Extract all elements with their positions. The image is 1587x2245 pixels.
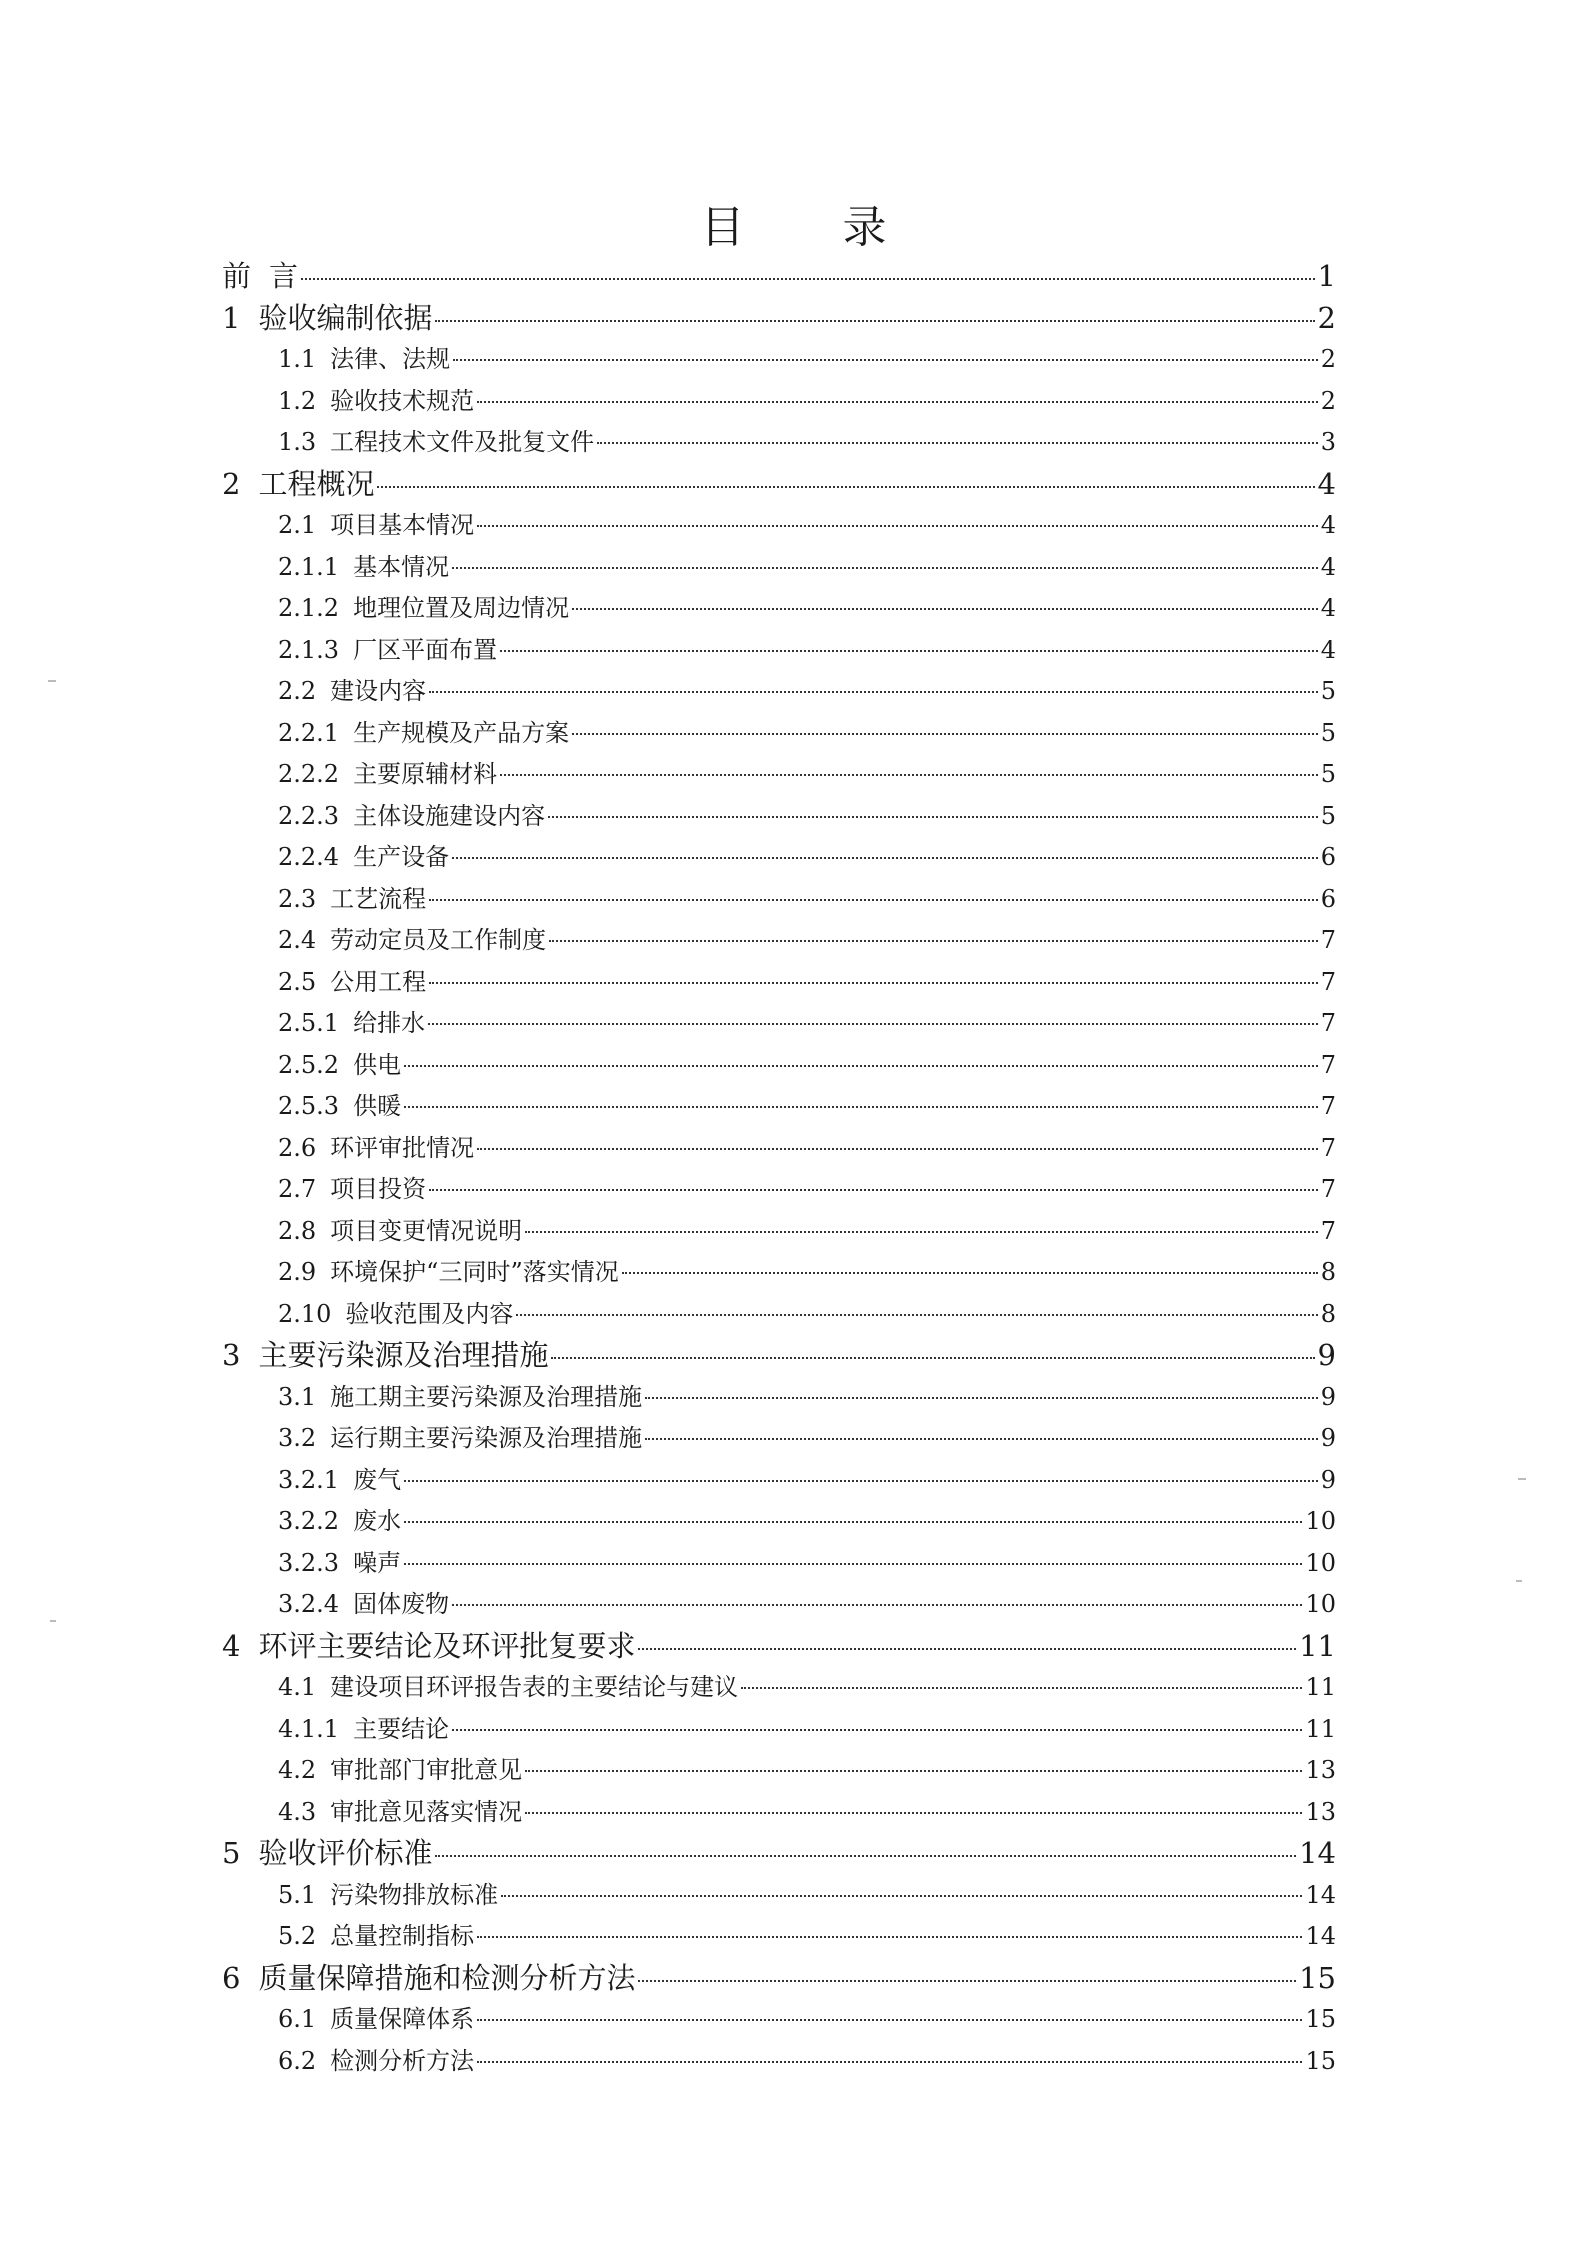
toc-entry[interactable] — [222, 1501, 1336, 1543]
toc-entry-title — [278, 1999, 474, 2041]
dot-leader — [549, 940, 1318, 942]
toc-entry[interactable] — [222, 1792, 1336, 1834]
toc-entry-label: 公用工程 — [330, 967, 427, 996]
toc-page-number: 7 — [1320, 926, 1336, 954]
toc-entry-title — [278, 505, 474, 547]
toc-entry[interactable] — [222, 1833, 1336, 1875]
toc-page-number: 10 — [1305, 1590, 1336, 1618]
toc-entry[interactable] — [222, 339, 1336, 381]
toc-entry[interactable] — [222, 1543, 1336, 1585]
toc-entry-title — [278, 1460, 401, 1502]
toc-entry-title — [278, 339, 450, 381]
table-of-contents — [222, 256, 1336, 2082]
toc-entry-label: 生产规模及产品方案 — [353, 718, 570, 747]
toc-entry-title — [278, 1252, 619, 1294]
dot-leader — [429, 691, 1318, 693]
toc-entry-title — [278, 962, 426, 1004]
toc-page-number: 14 — [1305, 1880, 1336, 1909]
toc-entry-label: 厂区平面布置 — [353, 635, 498, 664]
toc-page-number: 13 — [1305, 1756, 1336, 1784]
toc-page-number: 10 — [1305, 1507, 1336, 1535]
toc-entry[interactable] — [222, 256, 1336, 298]
toc-entry[interactable] — [222, 1169, 1336, 1211]
toc-entry[interactable] — [222, 962, 1336, 1004]
toc-entry-title — [278, 920, 546, 962]
toc-entry-number: 2.8 — [278, 1216, 317, 1245]
toc-page-number: 9 — [1317, 1338, 1336, 1372]
toc-entry[interactable] — [222, 505, 1336, 547]
toc-entry-label: 项目变更情况说明 — [330, 1216, 523, 1245]
toc-page-number: 8 — [1320, 1299, 1336, 1328]
toc-page-number: 7 — [1320, 1133, 1336, 1162]
toc-page-number: 11 — [1305, 1673, 1336, 1701]
scan-artifact — [48, 680, 56, 682]
toc-entry-number: 3.2.2 — [278, 1507, 340, 1535]
toc-entry[interactable] — [222, 547, 1336, 589]
toc-page-number: 15 — [1305, 2046, 1336, 2075]
scan-artifact — [1516, 1580, 1522, 1582]
toc-entry[interactable] — [222, 1750, 1336, 1792]
toc-entry-number: 2.1.2 — [278, 594, 340, 622]
dot-leader — [452, 857, 1318, 859]
dot-leader — [477, 525, 1318, 527]
dot-leader — [428, 1023, 1318, 1025]
toc-entry-number: 2.5.2 — [278, 1050, 340, 1079]
toc-entry-label: 供暖 — [353, 1092, 402, 1120]
dot-leader — [500, 774, 1318, 776]
toc-entry-title — [278, 630, 497, 672]
toc-entry-title — [278, 1169, 426, 1211]
dot-leader — [597, 442, 1318, 444]
toc-entry-label: 主要污染源及治理措施 — [258, 1338, 549, 1372]
toc-entry-label: 建设项目环评报告表的主要结论与建议 — [330, 1673, 739, 1701]
dot-leader — [477, 2061, 1302, 2063]
toc-page-number: 2 — [1317, 300, 1336, 335]
toc-entry-number: 2.10 — [278, 1299, 332, 1328]
dot-leader — [452, 567, 1318, 569]
dot-leader — [452, 1729, 1302, 1731]
toc-entry-number: 5.2 — [278, 1922, 317, 1950]
dot-leader — [525, 1812, 1302, 1814]
toc-entry-title — [278, 879, 426, 921]
toc-entry-label: 工艺流程 — [330, 884, 427, 913]
toc-entry-title — [278, 547, 449, 589]
toc-entry-title — [278, 2041, 474, 2083]
toc-entry-label: 审批意见落实情况 — [330, 1797, 523, 1826]
toc-page-number: 13 — [1305, 1797, 1336, 1826]
toc-entry-number: 6.2 — [278, 2046, 317, 2075]
toc-entry[interactable] — [222, 1086, 1336, 1128]
dot-leader — [477, 401, 1318, 403]
toc-entry-title — [278, 1418, 642, 1460]
toc-page-number: 15 — [1299, 1960, 1336, 1995]
dot-leader — [525, 1770, 1302, 1772]
toc-entry[interactable] — [222, 1667, 1336, 1709]
toc-entry[interactable] — [222, 1252, 1336, 1294]
toc-entry-label: 质量保障体系 — [330, 2005, 475, 2033]
toc-entry-number: 3.1 — [278, 1382, 317, 1411]
toc-entry[interactable] — [222, 1045, 1336, 1087]
toc-entry-label: 地理位置及周边情况 — [353, 594, 570, 622]
toc-entry-number: 4.2 — [278, 1756, 317, 1784]
dot-leader — [501, 1895, 1302, 1897]
dot-leader — [435, 320, 1314, 322]
toc-entry[interactable] — [222, 796, 1336, 838]
dot-leader — [429, 1189, 1318, 1191]
dot-leader — [301, 278, 1315, 280]
toc-entry[interactable] — [222, 713, 1336, 755]
toc-page-number: 14 — [1305, 1922, 1336, 1950]
toc-entry-label: 验收范围及内容 — [345, 1299, 514, 1328]
toc-page-number: 11 — [1305, 1714, 1336, 1743]
toc-page-number: 15 — [1305, 2005, 1336, 2033]
toc-entry-label: 运行期主要污染源及治理措施 — [330, 1424, 643, 1452]
toc-entry-title — [278, 1543, 401, 1585]
toc-entry-number: 2.2 — [278, 677, 317, 705]
toc-entry-title — [278, 1584, 449, 1626]
toc-page-number: 4 — [1320, 635, 1336, 664]
toc-entry-number: 前 — [222, 259, 252, 293]
toc-entry[interactable] — [222, 1211, 1336, 1253]
toc-entry-label: 环评审批情况 — [330, 1133, 475, 1162]
toc-entry-label: 项目投资 — [330, 1175, 427, 1203]
toc-page-number: 10 — [1305, 1548, 1336, 1577]
toc-page-number: 11 — [1299, 1628, 1336, 1663]
toc-entry-number: 2 — [222, 466, 241, 501]
toc-page-number: 9 — [1320, 1382, 1336, 1411]
toc-entry-number: 2.7 — [278, 1175, 317, 1203]
toc-entry[interactable] — [222, 754, 1336, 796]
toc-entry[interactable] — [222, 1626, 1336, 1668]
toc-page-number: 5 — [1320, 801, 1336, 830]
toc-entry-number: 2.5 — [278, 967, 317, 996]
toc-page-number: 3 — [1320, 428, 1336, 456]
toc-entry-label: 固体废物 — [353, 1590, 450, 1618]
toc-entry-title — [278, 422, 594, 464]
toc-entry-title — [278, 671, 426, 713]
toc-entry-number: 5.1 — [278, 1880, 317, 1909]
toc-entry-label: 生产设备 — [353, 843, 450, 871]
dot-leader — [572, 733, 1318, 735]
toc-page-number: 7 — [1320, 1175, 1336, 1203]
toc-entry-number: 5 — [222, 1836, 241, 1870]
toc-entry-number: 4.3 — [278, 1797, 317, 1826]
toc-entry-label: 审批部门审批意见 — [330, 1756, 523, 1784]
toc-entry[interactable] — [222, 298, 1336, 340]
toc-entry-number: 1.3 — [278, 428, 317, 456]
toc-page-number: 14 — [1299, 1836, 1336, 1870]
toc-entry-label: 主要结论 — [353, 1714, 450, 1743]
toc-entry-label: 环境保护“三同时”落实情况 — [330, 1258, 619, 1286]
toc-entry-number: 3.2.3 — [278, 1548, 340, 1577]
toc-entry-number: 2.9 — [278, 1258, 317, 1286]
toc-page-number: 4 — [1320, 594, 1336, 622]
toc-page-number: 5 — [1320, 677, 1336, 705]
toc-entry[interactable] — [222, 2041, 1336, 2083]
dot-leader — [404, 1480, 1318, 1482]
toc-entry-title — [278, 1667, 738, 1709]
toc-entry-label: 主体设施建设内容 — [353, 801, 546, 830]
toc-page-number: 1 — [1317, 259, 1336, 293]
toc-entry-label: 基本情况 — [353, 552, 450, 581]
toc-entry-label: 废气 — [353, 1465, 402, 1494]
toc-entry-label: 污染物排放标准 — [330, 1880, 499, 1909]
dot-leader — [638, 1980, 1296, 1982]
scan-artifact — [50, 1620, 56, 1622]
toc-entry-number: 2.6 — [278, 1133, 317, 1162]
toc-entry[interactable] — [222, 1377, 1336, 1419]
toc-entry-title — [278, 1377, 642, 1419]
dot-leader — [404, 1065, 1318, 1067]
toc-entry-number: 4.1.1 — [278, 1714, 340, 1743]
toc-page-number: 7 — [1320, 1009, 1336, 1037]
toc-page-number: 7 — [1320, 1050, 1336, 1079]
toc-entry[interactable] — [222, 1875, 1336, 1917]
toc-entry-label: 供电 — [353, 1050, 402, 1079]
toc-entry-number: 1.1 — [278, 345, 317, 373]
toc-entry-number: 2.2.2 — [278, 760, 340, 788]
toc-entry-label: 废水 — [353, 1507, 402, 1535]
toc-entry[interactable] — [222, 1128, 1336, 1170]
toc-entry-label: 工程概况 — [258, 466, 375, 501]
dot-leader — [429, 982, 1318, 984]
toc-entry-title — [278, 1211, 522, 1253]
toc-entry[interactable] — [222, 422, 1336, 464]
toc-entry-label: 劳动定员及工作制度 — [330, 926, 547, 954]
toc-entry-number: 1.2 — [278, 386, 317, 415]
toc-entry-label: 验收技术规范 — [330, 386, 475, 415]
toc-entry[interactable] — [222, 1958, 1336, 2000]
page-title: 目 录 — [700, 202, 929, 253]
toc-entry-title — [222, 298, 432, 340]
dot-leader — [477, 2019, 1302, 2021]
toc-entry-title — [278, 754, 497, 796]
toc-page-number: 9 — [1320, 1424, 1336, 1452]
toc-entry-number: 3.2.4 — [278, 1590, 340, 1618]
toc-entry[interactable] — [222, 1294, 1336, 1336]
toc-entry[interactable] — [222, 1418, 1336, 1460]
dot-leader — [377, 486, 1314, 488]
toc-entry-title — [278, 713, 569, 755]
dot-leader — [525, 1231, 1318, 1233]
toc-entry-number: 2.1.1 — [278, 552, 340, 581]
toc-entry-number: 2.5.1 — [278, 1009, 340, 1037]
toc-entry[interactable] — [222, 1584, 1336, 1626]
toc-entry[interactable] — [222, 588, 1336, 630]
toc-page-number: 7 — [1320, 1216, 1336, 1245]
dot-leader — [452, 1604, 1302, 1606]
toc-page-number: 7 — [1320, 967, 1336, 996]
toc-entry[interactable] — [222, 1709, 1336, 1751]
toc-page-number: 5 — [1320, 718, 1336, 747]
dot-leader — [404, 1521, 1302, 1523]
toc-entry[interactable] — [222, 1999, 1336, 2041]
toc-entry-title — [278, 588, 569, 630]
toc-entry-label: 环评主要结论及环评批复要求 — [258, 1628, 636, 1663]
toc-entry-label: 验收评价标准 — [258, 1836, 433, 1870]
toc-entry-title — [222, 1833, 432, 1875]
toc-entry-number: 2.4 — [278, 926, 317, 954]
toc-entry-label: 项目基本情况 — [330, 511, 475, 539]
toc-entry[interactable] — [222, 381, 1336, 423]
dot-leader — [435, 1855, 1296, 1857]
dot-leader — [741, 1687, 1302, 1689]
toc-entry-label: 主要原辅材料 — [353, 760, 498, 788]
toc-entry[interactable] — [222, 1003, 1336, 1045]
toc-entry-number: 4.1 — [278, 1673, 317, 1701]
toc-entry-title — [222, 464, 374, 506]
dot-leader — [477, 1936, 1302, 1938]
toc-entry-label: 建设内容 — [330, 677, 427, 705]
toc-entry-number: 2.3 — [278, 884, 317, 913]
toc-entry-label: 给排水 — [353, 1009, 426, 1037]
toc-entry-title — [278, 1875, 498, 1917]
toc-entry[interactable] — [222, 1460, 1336, 1502]
toc-entry-title — [278, 1003, 425, 1045]
dot-leader — [516, 1314, 1317, 1316]
dot-leader — [477, 1148, 1318, 1150]
toc-entry-label: 言 — [269, 259, 299, 293]
toc-entry-title — [278, 381, 474, 423]
toc-entry-label: 法律、法规 — [330, 345, 451, 373]
toc-entry[interactable] — [222, 1916, 1336, 1958]
toc-entry-title — [278, 796, 545, 838]
toc-page-number: 4 — [1320, 511, 1336, 539]
toc-entry-number: 2.1.3 — [278, 635, 340, 664]
toc-entry-number: 4 — [222, 1628, 241, 1663]
dot-leader — [500, 650, 1318, 652]
toc-entry-label: 检测分析方法 — [330, 2046, 475, 2075]
toc-entry-title — [278, 1045, 401, 1087]
toc-page-number: 2 — [1320, 386, 1336, 415]
toc-entry-title — [278, 1792, 522, 1834]
toc-entry-title — [278, 1709, 449, 1751]
toc-page-number: 6 — [1320, 884, 1336, 913]
toc-entry-number: 2.2.4 — [278, 843, 340, 871]
toc-entry-label: 工程技术文件及批复文件 — [330, 428, 595, 456]
toc-entry-title — [222, 1335, 548, 1377]
toc-page-number: 2 — [1320, 345, 1336, 373]
toc-entry-number: 3.2.1 — [278, 1465, 340, 1494]
toc-entry-number: 6 — [222, 1960, 241, 1995]
toc-entry-title — [278, 1501, 401, 1543]
toc-entry-title — [278, 837, 449, 879]
dot-leader — [645, 1438, 1318, 1440]
scan-artifact — [1518, 1478, 1526, 1480]
dot-leader — [548, 816, 1318, 818]
toc-entry-title — [278, 1750, 522, 1792]
toc-entry[interactable] — [222, 1335, 1336, 1377]
toc-page-number: 4 — [1320, 552, 1336, 581]
toc-entry-number: 6.1 — [278, 2005, 317, 2033]
toc-entry-number: 1 — [222, 300, 241, 335]
toc-page-number: 8 — [1320, 1258, 1336, 1286]
toc-entry-number: 2.5.3 — [278, 1092, 340, 1120]
dot-leader — [551, 1357, 1314, 1359]
toc-entry-title — [278, 1916, 474, 1958]
dot-leader — [453, 359, 1318, 361]
toc-entry-title — [222, 1958, 635, 2000]
dot-leader — [404, 1106, 1318, 1108]
toc-entry-number: 2.2.1 — [278, 718, 340, 747]
toc-entry-number: 3.2 — [278, 1424, 317, 1452]
dot-leader — [622, 1272, 1318, 1274]
toc-entry-label: 总量控制指标 — [330, 1922, 475, 1950]
dot-leader — [404, 1563, 1302, 1565]
dot-leader — [429, 899, 1318, 901]
toc-entry[interactable] — [222, 879, 1336, 921]
dot-leader — [645, 1397, 1318, 1399]
toc-page-number: 9 — [1320, 1465, 1336, 1494]
dot-leader — [638, 1648, 1296, 1650]
toc-entry-number: 2.1 — [278, 511, 317, 539]
toc-entry[interactable] — [222, 671, 1336, 713]
toc-entry-label: 验收编制依据 — [258, 300, 433, 335]
toc-entry-label: 施工期主要污染源及治理措施 — [330, 1382, 643, 1411]
toc-entry[interactable] — [222, 630, 1336, 672]
toc-entry[interactable] — [222, 464, 1336, 506]
toc-entry-title — [222, 256, 298, 298]
toc-entry-number: 2.2.3 — [278, 801, 340, 830]
toc-entry-title — [278, 1128, 474, 1170]
toc-entry-title — [278, 1294, 513, 1336]
toc-page-number: 5 — [1320, 760, 1336, 788]
toc-page-number: 6 — [1320, 843, 1336, 871]
dot-leader — [572, 608, 1318, 610]
toc-page-number: 4 — [1317, 466, 1336, 501]
toc-entry-title — [278, 1086, 401, 1128]
toc-page-number: 7 — [1320, 1092, 1336, 1120]
toc-entry[interactable] — [222, 837, 1336, 879]
toc-entry-label: 噪声 — [353, 1548, 402, 1577]
toc-entry[interactable] — [222, 920, 1336, 962]
toc-entry-number: 3 — [222, 1338, 241, 1372]
toc-entry-label: 质量保障措施和检测分析方法 — [258, 1960, 636, 1995]
toc-entry-title — [222, 1626, 635, 1668]
